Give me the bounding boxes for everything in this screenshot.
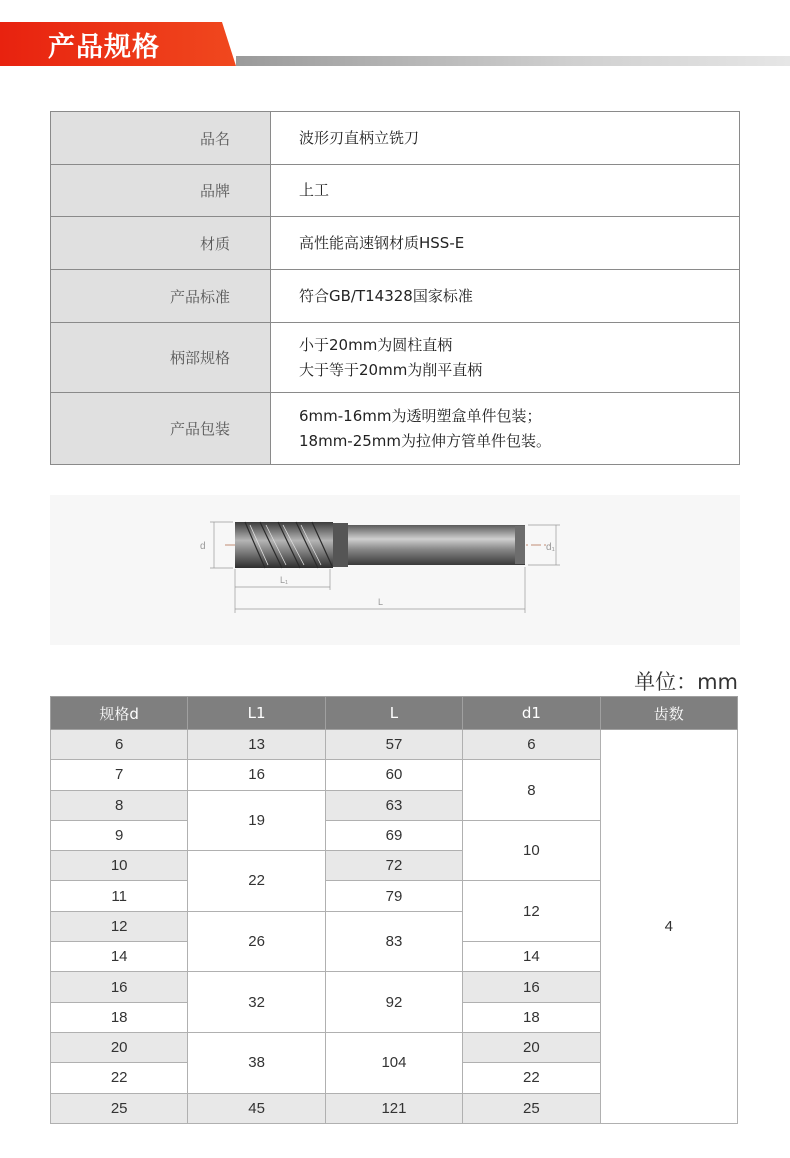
- spec-value: 波形刃直柄立铣刀: [271, 112, 740, 165]
- cell-L: 79: [325, 881, 462, 911]
- cell-L1: 45: [188, 1093, 325, 1123]
- cell-teeth: 4: [600, 730, 737, 1124]
- cell-L1: 16: [188, 760, 325, 790]
- cell-L1: 22: [188, 851, 325, 912]
- cell-d: 18: [51, 1002, 188, 1032]
- cell-d1: 16: [463, 972, 600, 1002]
- cell-L: 63: [325, 790, 462, 820]
- cell-d: 14: [51, 942, 188, 972]
- dim-d1-label: d₁: [546, 542, 555, 553]
- col-header-d1: d1: [463, 697, 600, 730]
- cell-d1: 18: [463, 1002, 600, 1032]
- spec-label: 产品标准: [51, 270, 271, 323]
- end-mill-diagram: [50, 495, 740, 645]
- header-rule: [236, 56, 790, 66]
- cell-d: 20: [51, 1032, 188, 1062]
- cell-L1: 32: [188, 972, 325, 1033]
- cell-d: 22: [51, 1063, 188, 1093]
- cell-L: 72: [325, 851, 462, 881]
- spec-row: [51, 112, 740, 165]
- cell-d: 16: [51, 972, 188, 1002]
- cell-d: 7: [51, 760, 188, 790]
- cell-d: 8: [51, 790, 188, 820]
- cell-L: 121: [325, 1093, 462, 1123]
- cell-L1: 19: [188, 790, 325, 851]
- spec-value: 符合GB/T14328国家标准: [271, 270, 740, 323]
- spec-value: 高性能高速钢材质HSS-E: [271, 217, 740, 270]
- tool-drawing: [50, 495, 740, 645]
- dim-L-label: L: [378, 597, 384, 607]
- cell-L1: 38: [188, 1032, 325, 1093]
- spec-row: [51, 393, 740, 465]
- cell-L: 83: [325, 911, 462, 972]
- spec-table: [50, 111, 740, 465]
- cell-d: 9: [51, 820, 188, 850]
- cell-d: 11: [51, 881, 188, 911]
- cell-d1: 10: [463, 820, 600, 881]
- spec-row: [51, 217, 740, 270]
- cell-d: 25: [51, 1093, 188, 1123]
- cell-d1: 25: [463, 1093, 600, 1123]
- cell-d1: 8: [463, 760, 600, 821]
- spec-label: 品名: [51, 112, 271, 165]
- spec-label: 材质: [51, 217, 271, 270]
- spec-row: [51, 323, 740, 393]
- table-header-row: [51, 697, 738, 730]
- cell-L1: 26: [188, 911, 325, 972]
- col-header-L1: L1: [188, 697, 325, 730]
- spec-label: 品牌: [51, 165, 271, 217]
- spec-row: [51, 165, 740, 217]
- unit-label: 单位：mm: [634, 670, 738, 694]
- col-header-d: 规格d: [51, 697, 188, 730]
- spec-value: 上工: [271, 165, 740, 217]
- cell-L: 69: [325, 820, 462, 850]
- cell-d1: 12: [463, 881, 600, 942]
- col-header-teeth: 齿数: [600, 697, 737, 730]
- shank-body: [345, 525, 525, 565]
- cell-d: 12: [51, 911, 188, 941]
- dim-L1-label: L₁: [280, 575, 289, 585]
- cell-L: 104: [325, 1032, 462, 1093]
- dim-d-label: d: [200, 541, 206, 552]
- spec-row: [51, 270, 740, 323]
- spec-label: 产品包装: [51, 393, 271, 465]
- section-header: [0, 22, 790, 66]
- cell-d: 10: [51, 851, 188, 881]
- cell-L1: 13: [188, 730, 325, 760]
- cell-d1: 6: [463, 730, 600, 760]
- cell-d1: 20: [463, 1032, 600, 1062]
- cell-d: 6: [51, 730, 188, 760]
- cell-d1: 22: [463, 1063, 600, 1093]
- section-title: 产品规格: [48, 32, 160, 63]
- spec-value-line: 18mm-25mm为拉伸方管单件包装。: [299, 431, 552, 450]
- spec-value: [271, 323, 740, 393]
- cell-L: 60: [325, 760, 462, 790]
- cell-d1: 14: [463, 942, 600, 972]
- spec-value: [271, 393, 740, 465]
- spec-value-line: 6mm-16mm为透明塑盒单件包装；: [299, 406, 542, 425]
- table-row: [51, 730, 738, 760]
- shank-chamfer: [515, 526, 525, 564]
- cell-L: 92: [325, 972, 462, 1033]
- spec-label: 柄部规格: [51, 323, 271, 393]
- spec-value-line: 大于等于20mm为削平直柄: [299, 360, 483, 379]
- cell-L: 57: [325, 730, 462, 760]
- dimension-table: [50, 696, 738, 1124]
- spec-value-line: 小于20mm为圆柱直柄: [299, 335, 453, 354]
- col-header-L: L: [325, 697, 462, 730]
